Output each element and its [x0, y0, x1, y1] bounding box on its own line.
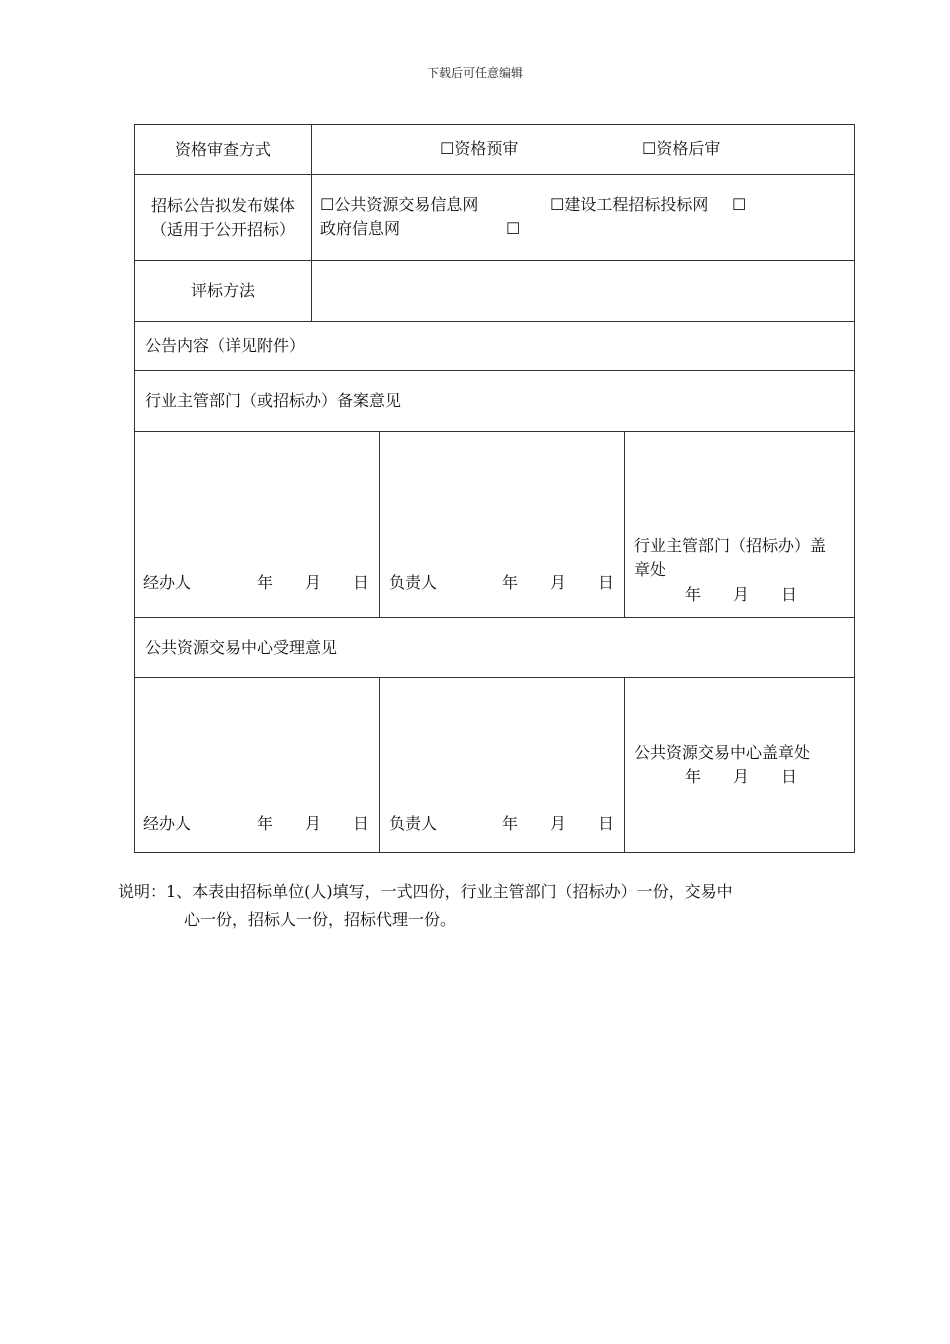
- center-seal-date: 年 月 日: [685, 767, 798, 786]
- media-options: [312, 175, 854, 260]
- center-handler-label: 经办人: [143, 814, 192, 833]
- media-label: [135, 175, 312, 260]
- center-leader-date: 年 月 日: [502, 814, 615, 833]
- filing-form-table: [134, 124, 855, 853]
- qualification-label: 资格审查方式: [135, 125, 312, 174]
- row-dept-signatures: [135, 431, 854, 617]
- checkbox-prequalification[interactable]: ☐资格预审: [440, 139, 519, 158]
- government-info-net-label: 政府信息网: [320, 219, 401, 238]
- row-qualification: [135, 125, 854, 174]
- row-announcement: [135, 321, 854, 370]
- announcement-label: 公告内容（详见附件）: [145, 336, 306, 355]
- dept-seal-line1: 行业主管部门（招标办）盖: [634, 536, 827, 555]
- row-dept-opinion: [135, 370, 854, 431]
- evaluation-label: 评标方法: [135, 261, 312, 321]
- dept-handler-cell[interactable]: [135, 432, 380, 617]
- media-label-line2: （适用于公开招标）: [150, 219, 295, 239]
- dept-seal-line2: 章处: [634, 560, 667, 579]
- row-center-opinion: [135, 617, 854, 677]
- qualification-options: [312, 125, 854, 174]
- checkbox-construction-bidding-net[interactable]: ☐建设工程招标投标网: [550, 195, 709, 214]
- dept-handler-date: 年 月 日: [257, 573, 370, 592]
- media-label-line1: 招标公告拟发布媒体: [150, 195, 295, 215]
- dept-seal-date: 年 月 日: [685, 585, 798, 604]
- center-leader-label: 负责人: [389, 814, 438, 833]
- checkbox-government-info-net[interactable]: ☐: [506, 219, 521, 238]
- footnote: [118, 878, 838, 934]
- checkbox-postqualification[interactable]: ☐资格后审: [642, 139, 721, 158]
- center-handler-cell[interactable]: [135, 678, 380, 852]
- dept-opinion-label: 行业主管部门（或招标办）备案意见: [145, 391, 402, 410]
- checkbox-extra-box[interactable]: ☐: [732, 195, 747, 214]
- dept-leader-cell[interactable]: [380, 432, 625, 617]
- center-leader-cell[interactable]: [380, 678, 625, 852]
- dept-leader-label: 负责人: [389, 573, 438, 592]
- evaluation-input[interactable]: [312, 261, 854, 321]
- row-center-signatures: [135, 677, 854, 852]
- dept-leader-date: 年 月 日: [502, 573, 615, 592]
- dept-seal-cell[interactable]: [625, 432, 854, 617]
- center-seal-cell[interactable]: [625, 678, 854, 852]
- footnote-line2: 心一份，招标人一份，招标代理一份。: [184, 910, 457, 929]
- header-note: 下载后可任意编辑: [426, 66, 523, 80]
- row-media: [135, 174, 854, 260]
- checkbox-public-resource-net[interactable]: ☐公共资源交易信息网: [320, 195, 479, 214]
- center-seal-line1: 公共资源交易中心盖章处: [634, 743, 811, 762]
- row-evaluation: [135, 260, 854, 321]
- footnote-line1: 说明：1、本表由招标单位(人)填写，一式四份，行业主管部门（招标办）一份，交易中: [118, 882, 733, 901]
- dept-handler-label: 经办人: [143, 573, 192, 592]
- center-handler-date: 年 月 日: [257, 814, 370, 833]
- center-opinion-label: 公共资源交易中心受理意见: [145, 637, 338, 657]
